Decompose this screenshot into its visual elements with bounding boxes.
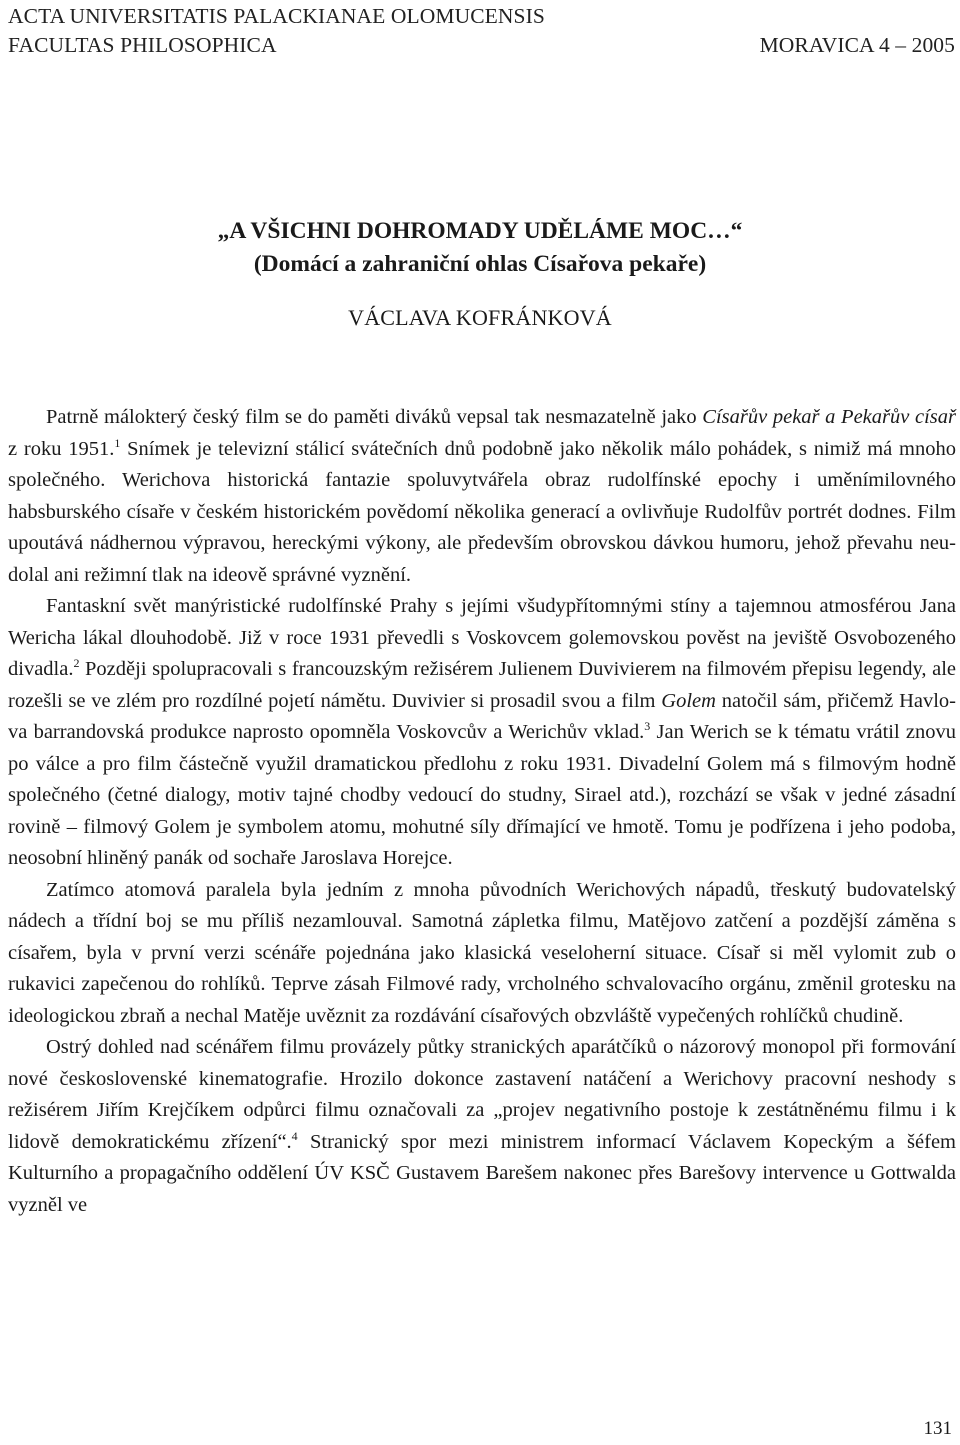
- journal-header: [8, 2, 955, 60]
- article-title: „A VŠICHNI DOHROMADY UDĚLÁME MOC…“: [217, 218, 743, 244]
- paragraph-1: [8, 402, 956, 591]
- text-run: Patrně málokterý český film se do paměti diváků vepsal tak nesmazatelně jako: [46, 406, 703, 428]
- text-run: z roku 1951.: [8, 437, 115, 460]
- article-subtitle: (Domácí a zahraniční ohlas Císařova pekaře): [253, 251, 707, 277]
- film-title-italic: Císařův pekař a Pekařův císař: [702, 406, 956, 428]
- text-run: Ostrý dohled nad scénářem filmu provázely půtky stranických aparátčíků o názorový monopol při formování nové československé kinematografie. Hrozilo dokonce zastavení natáčení a Werichovy pracovní neshody s režisérem Jiřím Krejčíkem odpůrci filmu označovali za „projev negativního postoje k zestátněnému filmu i k lidově demokratickému zřízení“.: [8, 1036, 956, 1153]
- film-title-italic: Golem: [661, 689, 716, 712]
- paragraph-3: Zatímco atomová paralela byla jedním z mnoha původních Werichových nápadů, třeskutý budovatelský nádech a třídní boj se mu příliš nezamlouval. Samotná zápletka filmu, Matějovo zatčení a pozdější záměna s císařem, byla v první verzi scénáře pojednána jako klasická veseloherní situace. Císař si měl vylomit zub o rukavici zapečenou do rohlíků. Teprve zásah Filmové rady, vrcholného schvalovacího orgánu, změnil grotesku na ideologickou zbraň a nechal Matěje uvěznit za rozdávání císařových obzvláště vypečených rohlíčků chudině.: [8, 878, 956, 1027]
- paragraph-2: [8, 591, 956, 875]
- paragraph-4: [8, 1032, 956, 1221]
- text-run: Později spolupracovali s francouzským režisérem Julienem Duvivierem na filmovém přepisu legendy, ale rozešli se ve zlém pro rozdílné pojetí námětu. Duvivier si prosadil svou a film: [8, 658, 956, 712]
- footnote-ref-1[interactable]: 1: [114, 435, 121, 450]
- article-body: [8, 402, 956, 1221]
- text-run: Stranický spor mezi ministrem informací Václavem Kopeckým a šéfem Kulturního a propagačního oddělení ÚV KSČ Gustavem Barešem nakonec přes Barešovy intervence u Gottwalda vyzněl ve: [8, 1130, 956, 1216]
- journal-title-line: [8, 2, 955, 31]
- text-run: natočil sám, přičemž Havlova barrandovská produkce naprosto opomněla Voskovcův a Werichův vklad.: [8, 689, 956, 743]
- text-run: Jan Werich se k tématu vrátil znovu po válce a pro film částečně využil dramatickou předlohu z roku 1931. Divadelní Golem má s filmovým hodně společného (četné dialogy, motiv tajné chodby vedoucí do studny, Sirael atd.), rozchází se však v jedné zásadní rovině – filmový Golem je symbolem atomu, mohutné síly dřímající ve hmotě. Tomu je podřízena i jeho podoba, neosobní hliněný panák od sochaře Jaroslava Horejce.: [8, 721, 956, 869]
- article-author: VÁCLAVA KOFRÁNKOVÁ: [348, 305, 612, 330]
- text-run: Fantaskní svět manýristické rudolfínské Prahy s jejími všudypřítomnými stíny a tajemnou atmosférou Jana Wericha lákal dlouhodobě. Již v roce 1931 převedli s Voskovcem golemovskou pověst na jeviště Osvobozeného divadla.: [8, 595, 956, 680]
- page-number: 131: [923, 1418, 952, 1439]
- journal-name: ACTA UNIVERSITATIS PALACKIANAE OLOMUCENSIS: [8, 4, 545, 28]
- journal-subtitle-line: [8, 31, 955, 60]
- faculty-name: FACULTAS PHILOSOPHICA: [8, 33, 277, 57]
- footnote-ref-4[interactable]: 4: [291, 1128, 298, 1143]
- footnote-ref-2[interactable]: 2: [73, 656, 80, 670]
- footnote-ref-3[interactable]: 3: [644, 719, 651, 733]
- text-run: Snímek je televizní stálicí svátečních dnů podobně jako několik málo pohádek, s nimiž má mnoho společného. Werichova historická fantazie spoluvytvářela obraz rudolfínské epochy i uměnímilovného habsburského císaře v českém historickém povědomí několika generací a ovlivňuje Rudolfův portrét dodnes. Film upoutává nádhernou výpravou, hereckými výkony, ale především obrovskou dávkou humoru, jehož převahu neudolal ani režimní tlak na ideově správné vyznění.: [8, 437, 956, 586]
- volume-info: MORAVICA 4 – 2005: [759, 33, 955, 57]
- article-heading: [0, 215, 960, 333]
